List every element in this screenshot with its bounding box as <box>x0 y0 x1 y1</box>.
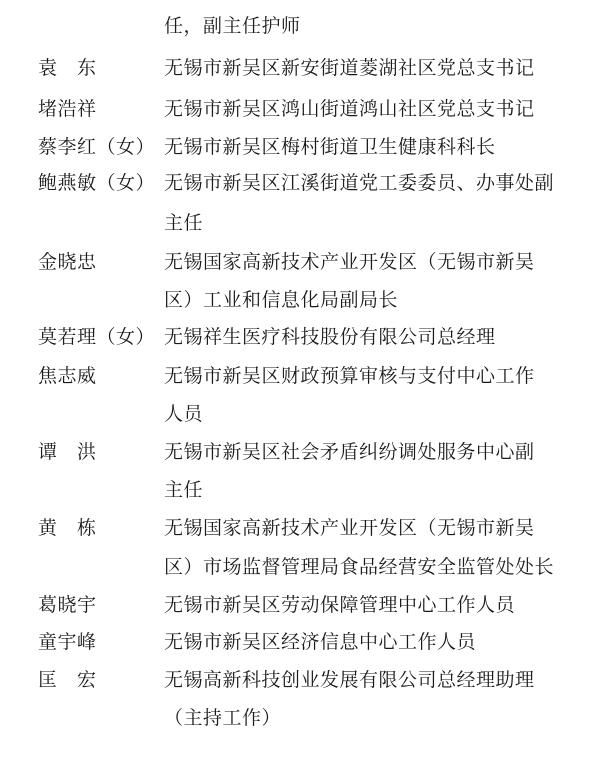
entry-desc-line: 主任 <box>164 212 204 234</box>
entry-desc-line: 无锡市新吴区梅村街道卫生健康科科长 <box>164 136 496 158</box>
entry-name: 黄 栋 <box>38 517 97 539</box>
entry-name: 莫若理（女） <box>38 326 156 348</box>
entry-desc-line: 人员 <box>164 403 204 425</box>
entry-desc-line: 无锡国家高新技术产业开发区（无锡市新吴 <box>164 251 535 273</box>
entry-name: 谭 洪 <box>38 441 97 463</box>
entry-name: 鲍燕敏（女） <box>38 172 156 194</box>
entry-desc-line: 无锡市新吴区江溪街道党工委委员、办事处副 <box>164 172 555 194</box>
entry-desc-line: 无锡市新吴区财政预算审核与支付中心工作 <box>164 365 535 387</box>
entry-desc-line: 区）工业和信息化局副局长 <box>164 289 399 311</box>
entry-desc-line: 无锡市新吴区新安街道菱湖社区党总支书记 <box>164 57 535 79</box>
entry-name: 葛晓宇 <box>38 594 97 616</box>
entry-desc-line: 无锡国家高新技术产业开发区（无锡市新吴 <box>164 517 535 539</box>
entry-name: 堵浩祥 <box>38 98 97 120</box>
entry-desc-line: 无锡市新吴区鸿山街道鸿山社区党总支书记 <box>164 98 535 120</box>
entry-name: 童宇峰 <box>38 631 97 653</box>
entry-desc-line: （主持工作） <box>164 707 282 729</box>
entry-name: 匡 宏 <box>38 669 97 691</box>
entry-desc-line: 无锡祥生医疗科技股份有限公司总经理 <box>164 326 496 348</box>
entry-desc-line: 区）市场监督管理局食品经营安全监管处处长 <box>164 556 555 578</box>
entry-desc-line: 无锡市新吴区社会矛盾纠纷调处服务中心副 <box>164 441 535 463</box>
entry-name: 袁 东 <box>38 57 97 79</box>
entry-desc-line: 无锡市新吴区劳动保障管理中心工作人员 <box>164 594 516 616</box>
entry-desc-line: 无锡市新吴区经济信息中心工作人员 <box>164 631 477 653</box>
entry-desc-line: 任，副主任护师 <box>164 15 301 37</box>
entry-desc-line: 主任 <box>164 479 204 501</box>
entry-name: 焦志威 <box>38 365 97 387</box>
entry-name: 金晓忠 <box>38 251 97 273</box>
entry-desc-line: 无锡高新科技创业发展有限公司总经理助理 <box>164 669 535 691</box>
entry-name: 蔡李红（女） <box>38 136 156 158</box>
